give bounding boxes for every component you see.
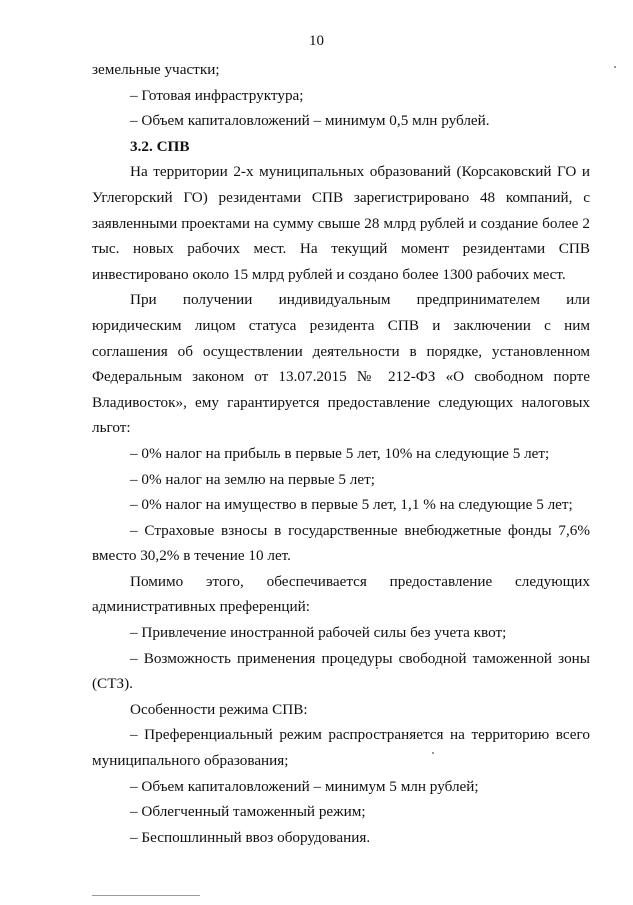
section-heading-spv: 3.2. СПВ [130, 137, 190, 155]
list-item-duty-free-import: – Беспошлинный ввоз оборудования. [130, 828, 371, 846]
list-item-foreign-labor: – Привлечение иностранной рабочей силы без учета квот; [130, 624, 507, 642]
list-item-infrastructure: – Готовая инфраструктура; [130, 86, 304, 104]
scan-speck [614, 66, 616, 68]
list-item-customs-regime: – Облегченный таможенный режим; [130, 803, 366, 821]
page-body [92, 57, 590, 850]
list-item-insurance-contributions: – Страховые взносы в государственные внебюджетные фонды 7,6% вместо 30,2% в течение 10 лет. [92, 521, 590, 565]
paragraph-spv-features: Особенности режима СПВ: [130, 700, 308, 718]
list-item-profit-tax: – 0% налог на прибыль в первые 5 лет, 10% на следующие 5 лет; [130, 444, 550, 462]
list-item-min-investment-spv: – Объем капиталовложений – минимум 5 млн рублей; [130, 777, 479, 795]
paragraph-spv-residents: На территории 2-х муниципальных образований (Корсаковский ГО и Углегорский ГО) резидентами СПВ зарегистрировано 48 компаний, с заявленными проектами на сумму свыше 28 млрд рублей и создание более 2 тыс. новых рабочих мест. На текущий момент резидентами СПВ инвестировано около 15 млрд рублей и создано более 1300 рабочих мест. [92, 163, 590, 283]
page-bottom-rule [92, 895, 200, 896]
page-number: 10 [309, 33, 324, 49]
list-item-land-tax: – 0% налог на землю на первые 5 лет; [130, 470, 375, 488]
text-line-land-plots: земельные участки; [92, 61, 220, 78]
paragraph-tax-benefits-intro: При получении индивидуальным предпринимателем или юридическим лицом статуса резидента СПВ и заключении с ним соглашения об осуществлении деятельности в порядке, установленном Федеральным законом от 13.07.2015 № 212-ФЗ «О свободном порте Владивосток», ему гарантируется предоставление следующих налоговых льгот: [92, 291, 590, 437]
list-item-min-investment-fz: – Объем капиталовложений – минимум 0,5 млн рублей. [130, 112, 490, 130]
list-item-free-customs-zone: – Возможность применения процедуры свободной таможенной зоны (СТЗ). [92, 649, 590, 693]
scan-speck [376, 667, 378, 669]
paragraph-admin-preferences: Помимо этого, обеспечивается предоставление следующих административных преференций: [92, 572, 590, 616]
list-item-property-tax: – 0% налог на имущество в первые 5 лет, 1,1 % на следующие 5 лет; [130, 496, 573, 514]
list-item-preferential-regime: – Преференциальный режим распространяется на территорию всего муниципального образования; [92, 726, 590, 770]
scan-speck [432, 752, 434, 754]
